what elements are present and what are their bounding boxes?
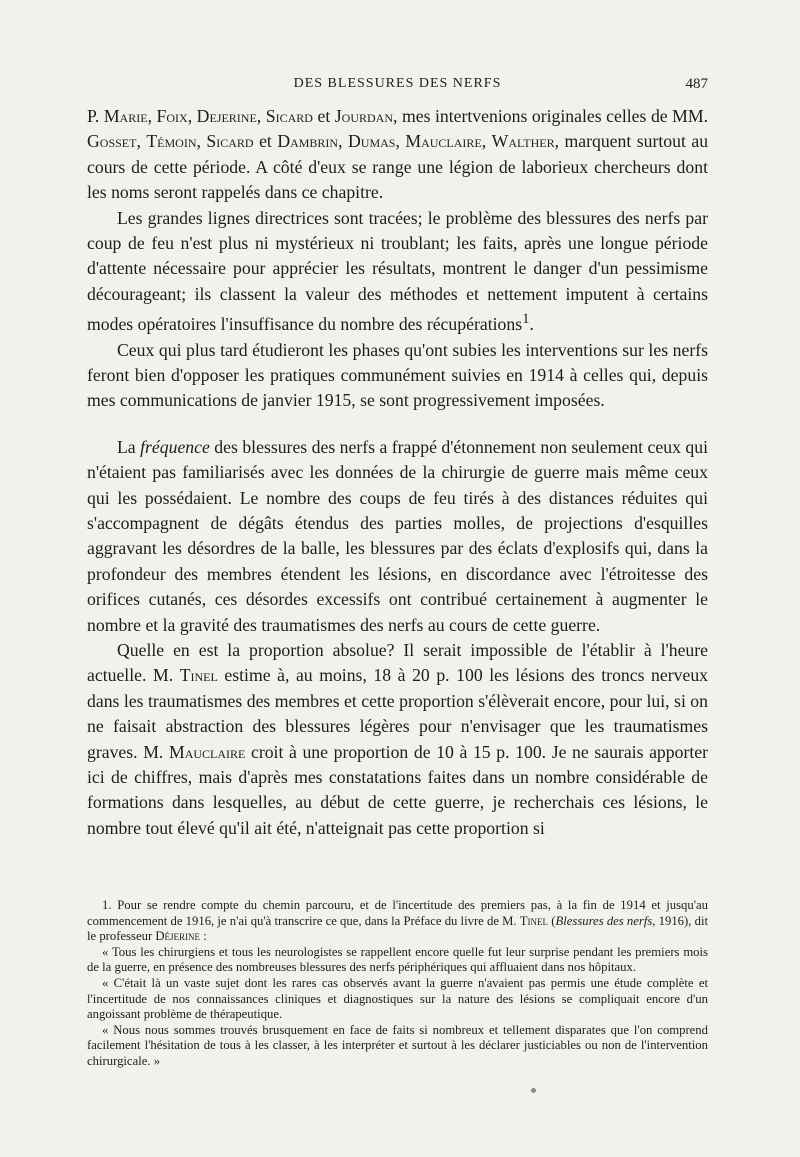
paragraph-2 bbox=[87, 206, 708, 338]
text-run: La bbox=[117, 436, 141, 457]
author-name: Sicard bbox=[265, 106, 313, 126]
author-name: Témoin bbox=[146, 131, 197, 152]
text-run: et bbox=[253, 131, 278, 152]
footnotes bbox=[87, 898, 708, 1070]
text-run: , 1916), dit le professeur bbox=[87, 913, 709, 944]
paragraph-5 bbox=[87, 638, 708, 841]
text-run: . bbox=[529, 314, 534, 335]
text-run: : bbox=[200, 929, 207, 944]
text-run: et bbox=[312, 106, 335, 126]
footnote-1 bbox=[87, 898, 708, 945]
author-name: Gosset bbox=[87, 131, 137, 152]
paragraph-4 bbox=[87, 435, 708, 638]
author-name: Déjerine bbox=[155, 929, 201, 944]
author-name: P. Marie bbox=[87, 106, 148, 126]
running-title: DES BLESSURES DES NERFS bbox=[293, 76, 502, 91]
emphasis: fréquence bbox=[140, 436, 210, 457]
text-run: Quelle en est la proportion absolue? Il serait impossible de l'établir à l'heure actuelle. M. bbox=[87, 640, 708, 686]
author-name: Mauclaire bbox=[168, 741, 246, 762]
author-name: Mauclaire bbox=[405, 131, 482, 152]
text-run: , marquent surtout au cours de cette période. A côté d'eux se range une légion de laborieux chercheurs dont les noms seront rappelés dans ce chapitre. bbox=[87, 131, 709, 203]
text-run: , bbox=[256, 106, 266, 126]
footnote-reference: 1 bbox=[522, 311, 530, 328]
footnote-quote-2: « C'était là un vaste sujet dont les rares cas observés avant la guerre n'avaient pas permis une étude complète et l'incertitude de nos connaissances cliniques et diagnostiques sur la nature des lésions se compliquait encore d'un angoissant problème de thérapeutique. bbox=[87, 975, 708, 1022]
text-run: , bbox=[136, 131, 147, 152]
page-header bbox=[87, 76, 708, 100]
text-run: , bbox=[147, 106, 157, 126]
author-name: Jourdan bbox=[334, 106, 393, 126]
ink-speck bbox=[531, 1088, 536, 1093]
paragraph-3: Ceux qui plus tard étudieront les phases qu'ont subies les interventions sur les nerfs feront bien d'opposer les pratiques communément suivies en 1914 à celles qui, depuis mes communications de janvier 1915, se sont progressivement imposées. bbox=[87, 339, 708, 411]
body-text bbox=[87, 104, 708, 841]
book-title: Blessures des nerfs bbox=[555, 913, 653, 928]
author-name: Foix bbox=[156, 106, 188, 126]
author-name: Sicard bbox=[206, 131, 254, 152]
text-run: ( bbox=[548, 913, 556, 928]
text-run: , bbox=[196, 131, 207, 152]
author-name: Dejerine bbox=[196, 106, 257, 126]
author-name: Dumas bbox=[348, 131, 396, 152]
text-run: croit à une proportion de 10 à 15 p. 100. Je ne saurais apporter ici de chiffres, mais d'après mes constatations faites dans un nombre considérable de formations dans lesquelles, au début de cette guerre, je recherchais ces lésions, le nombre tout élevé qu'il ait été, n'atteignait pas cette proportion si bbox=[87, 741, 708, 838]
text-run: Les grandes lignes directrices sont tracées; le problème des blessures des nerfs par coup de feu n'est plus ni mystérieux ni troublant; les faits, après une longue période d'attente nécessaire pour apprécier les résultats, montrent le danger d'un pessimisme décourageant; ils classent la valeur des méthodes et nettement imputent à certains modes opératoires l'insuffisance du nombre des récupérations bbox=[87, 207, 708, 335]
text-run: 1. Pour se rendre compte du chemin parcouru, et de l'incertitude des premiers pas, à la fin de 1914 et jusqu'au commencement de 1916, je n'ai qu'à transcrire ce que, dans la Préface du livre de M. bbox=[87, 898, 708, 928]
text-run: estime à, au moins, 18 à 20 p. 100 les lésions des troncs nerveux dans les traumatismes des membres et cette proportion s'élèverait encore, pour lui, si on ne faisait abstraction des blessures légères pour n'envisager que les traumatismes graves. M. bbox=[87, 665, 709, 762]
text-run: , bbox=[187, 106, 197, 126]
text-run: , bbox=[338, 131, 348, 152]
author-name: Dambrin bbox=[277, 131, 339, 152]
author-name: Tinel bbox=[519, 913, 549, 928]
footnote-quote-1: « Tous les chirurgiens et tous les neurologistes se rappellent encore quelle fut leur surprise pendant les premiers mois de la guerre, en présence des nombreuses blessures des nerfs périphériques qui affluaient dans nos hôpitaux. bbox=[87, 944, 708, 975]
text-run: , bbox=[395, 131, 406, 152]
author-name: Walther bbox=[491, 131, 555, 152]
text-run: des blessures des nerfs a frappé d'étonnement non seulement ceux qui n'étaient pas familiarisés avec les données de la chirurgie de guerre mais même ceux qui les possédaient. Le nombre des coups de feu tirés à des distances réduites qui s'accompagnent de dégâts étendus des parties molles, de projections d'esquilles aggravant les désordres de la balle, les blessures par des éclats d'explosifs qui, dans la profondeur des membres étendent les lésions, en discordance avec l'étroitesse des orifices cutanés, ces désordes excessifs ont contribué certainement à augmenter le nombre et la gravité des traumatismes des nerfs au cours de cette guerre. bbox=[87, 436, 708, 635]
footnote-quote-3: « Nous nous sommes trouvés brusquement en face de faits si nombreux et tellement disparates que l'on comprend facilement l'hésitation de tous à les classer, à les interpréter et surtout à les déclarer justiciables ou non de l'intervention chirurgicale. » bbox=[87, 1022, 708, 1068]
text-run: , mes intertvenions originales celles de MM. bbox=[393, 106, 709, 126]
author-name: Tinel bbox=[179, 665, 218, 686]
paragraph-1 bbox=[87, 104, 708, 206]
page-number: 487 bbox=[685, 76, 708, 92]
text-run: , bbox=[481, 131, 492, 152]
